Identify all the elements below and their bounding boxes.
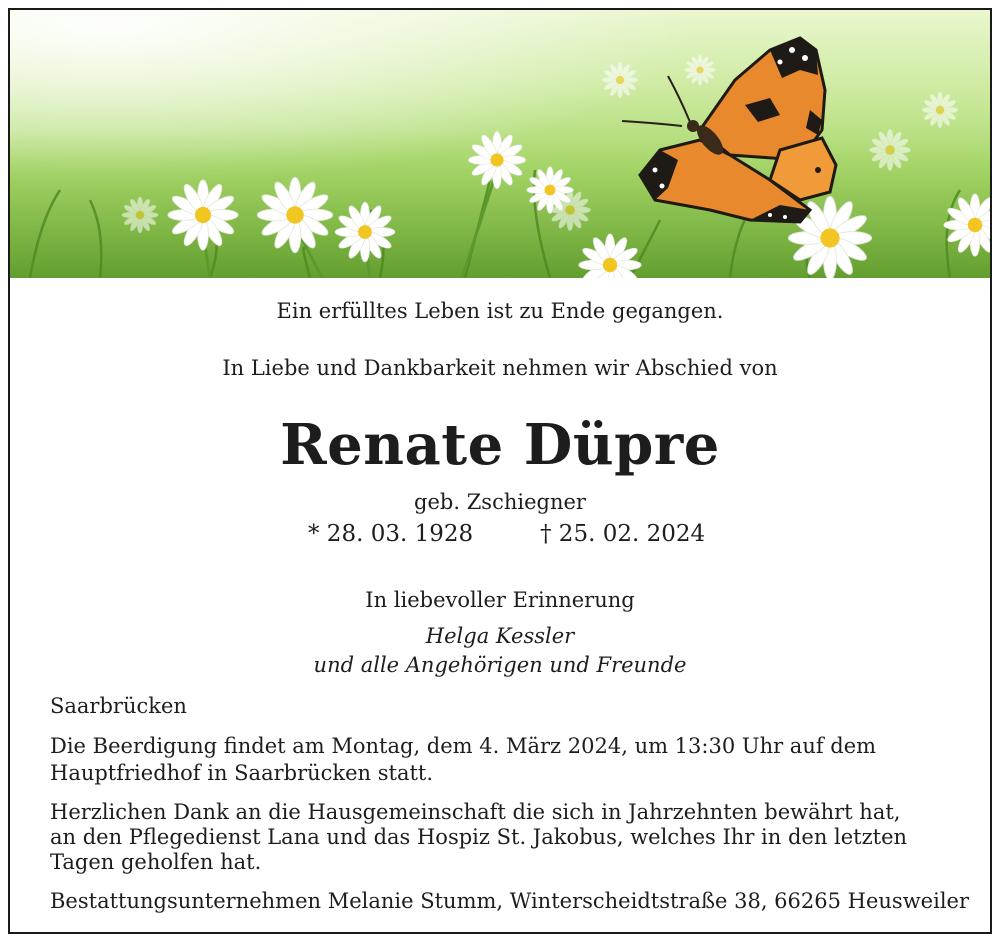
mourners-others: und alle Angehörigen und Freunde (313, 653, 687, 677)
city: Saarbrücken (50, 694, 187, 718)
header-photo (10, 10, 990, 278)
undertaker-line: Bestattungsunternehmen Melanie Stumm, Winterscheidtstraße 38, 66265 Heusweiler (50, 889, 970, 913)
farewell-line: In Liebe und Dankbarkeit nehmen wir Abschied von (222, 356, 778, 380)
meadow-illustration (10, 10, 990, 278)
funeral-line-1: Die Beerdigung findet am Montag, dem 4. März 2024, um 13:30 Uhr auf dem (50, 734, 877, 758)
thanks-line-2: an den Pflegedienst Lana und das Hospiz St. Jakobus, welches Ihr in den letzten (50, 825, 908, 849)
death-date: † 25. 02. 2024 (540, 521, 706, 547)
obituary-notice (8, 8, 992, 934)
thanks-line-3: Tagen geholfen hat. (50, 850, 262, 874)
funeral-line-2: Hauptfriedhof in Saarbrücken statt. (50, 761, 434, 785)
birth-date: * 28. 03. 1928 (308, 521, 474, 547)
maiden-name: geb. Zschiegner (414, 490, 586, 514)
memory-line: In liebevoller Erinnerung (365, 588, 635, 612)
mourner-name: Helga Kessler (425, 624, 575, 648)
deceased-name: Renate Düpre (280, 412, 720, 478)
intro-line: Ein erfülltes Leben ist zu Ende gegangen. (276, 299, 724, 323)
thanks-line-1: Herzlichen Dank an die Hausgemeinschaft die sich in Jahrzehnten bewährt hat, (50, 800, 901, 824)
